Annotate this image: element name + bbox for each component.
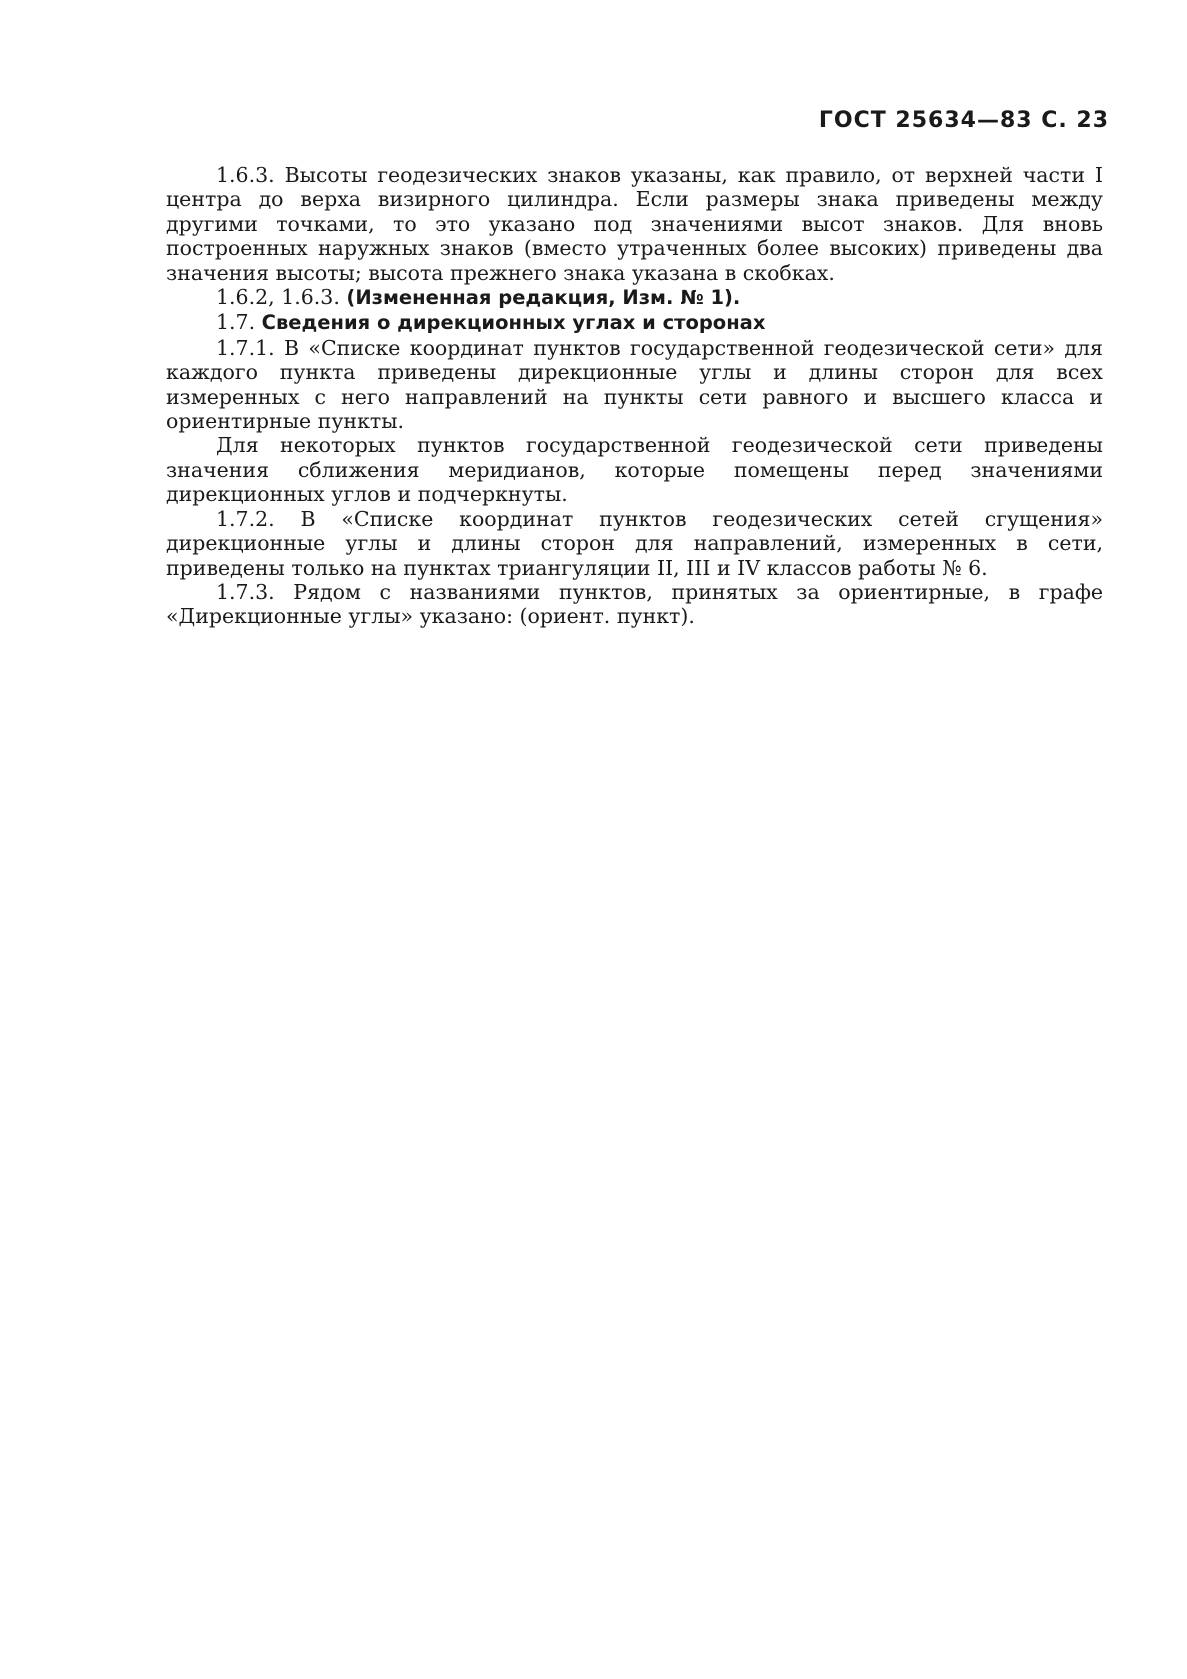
paragraph-edit-note bbox=[166, 285, 1103, 310]
section-title: Сведения о дирекционных углах и сторонах bbox=[261, 311, 766, 335]
edit-note-text: (Измененная редакция, Изм. № 1). bbox=[346, 286, 741, 310]
section-number: 1.7. bbox=[216, 310, 256, 335]
paragraph-1-6-3: 1.6.3. Высоты геодезических знаков указаны, как правило, от верхней части I центра до верха визирного цилиндра. Если размеры знака приведены между другими точками, то это указано под значениями высот знаков. Для вновь построенных наружных знаков (вместо утраченных более высоких) приведены два значения высоты; высота прежнего знака указана в скобках. bbox=[166, 163, 1103, 285]
paragraph-1-7-1-b: Для некоторых пунктов государственной геодезической сети приведены значения сближения меридианов, которые помещены перед значениями дирекционных углов и подчеркнуты. bbox=[166, 433, 1103, 507]
document-body bbox=[166, 163, 1103, 629]
edit-note-refs: 1.6.2, 1.6.3. bbox=[216, 285, 340, 310]
page-header: ГОСТ 25634—83 С. 23 bbox=[818, 108, 1109, 133]
paragraph-1-7-1: 1.7.1. В «Списке координат пунктов государственной геодезической сети» для каждого пункта приведены дирекционные углы и длины сторон для всех измеренных с него направлений на пункты сети равного и высшего класса и ориентирные пункты. bbox=[166, 335, 1103, 434]
section-heading-1-7 bbox=[166, 310, 1103, 335]
paragraph-1-7-3: 1.7.3. Рядом с названиями пунктов, принятых за ориентирные, в графе «Дирекционные углы» указано: (ориент. пункт). bbox=[166, 579, 1103, 629]
paragraph-1-7-2: 1.7.2. В «Списке координат пунктов геодезических сетей сгущения» дирекционные углы и длины сторон для направлений, измеренных в сети, приведены только на пунктах триангуляции II, III и IV классов работы № 6. bbox=[166, 506, 1103, 580]
